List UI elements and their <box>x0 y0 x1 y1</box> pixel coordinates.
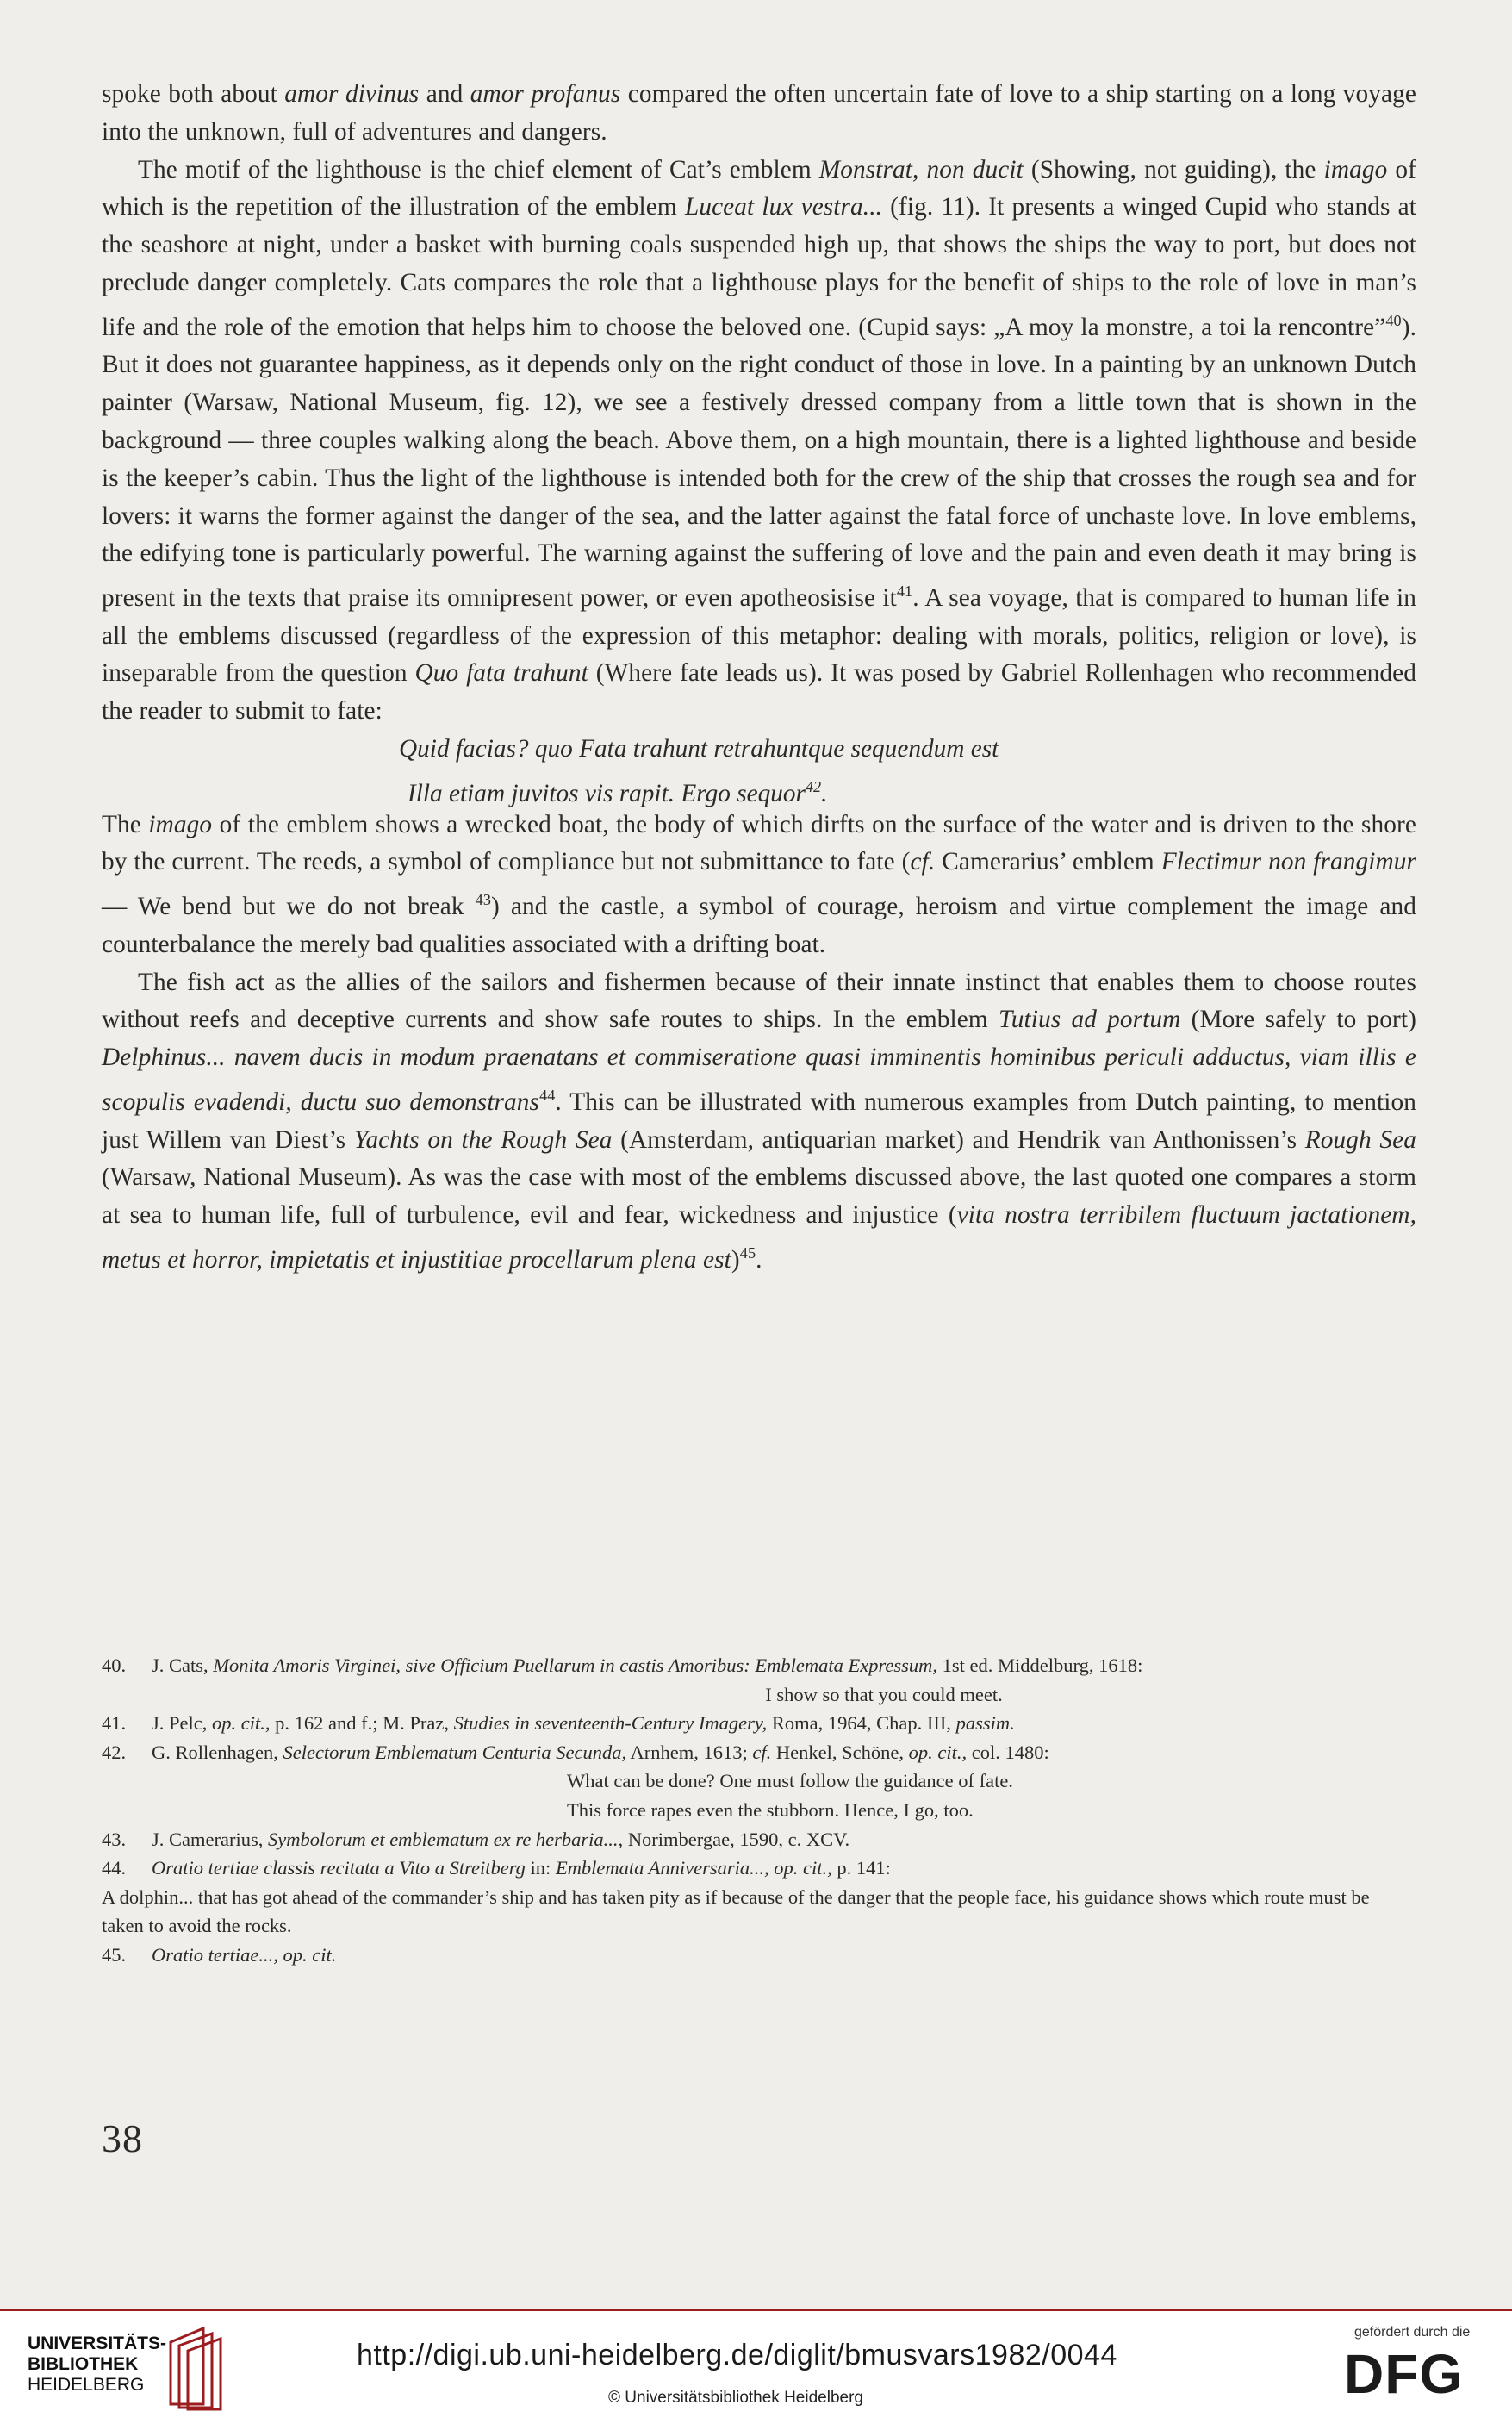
text-run: (Showing, not guiding), the <box>1023 155 1324 184</box>
library-line2: BIBLIOTHEK <box>28 2354 139 2374</box>
italic-text: Oratio tertiae..., op. cit. <box>152 1943 337 1966</box>
text-run: p. 141: <box>831 1857 891 1879</box>
footnote-text <box>152 1941 1416 1970</box>
italic-text: Delphinus... navem ducis in modum praenatans et commiseratione quasi imminentis hominibus periculi adductus, viam illis e scopulis evadendi, ductu suo demonstrans <box>102 1044 1416 1116</box>
footnote-number: 45. <box>102 1943 127 1966</box>
footnote-ref: 40 <box>1385 311 1402 329</box>
footnote-text <box>152 1825 1416 1854</box>
italic-text: Symbolorum et emblematum ex re herbaria..., <box>267 1828 624 1850</box>
italic-text: Monstrat, non ducit <box>818 155 1024 184</box>
text-run: ) and the castle, a symbol of courage, heroism and virtue complement the image and counterbalance the merely bad qualities associated with a drifting boat. <box>102 893 1416 958</box>
text-run: Camerarius’ emblem <box>935 848 1161 876</box>
text-run: Roma, 1964, Chap. III, <box>767 1712 956 1735</box>
permalink-url[interactable]: http://digi.ub.uni-heidelberg.de/diglit/bmusvars1982/0044 <box>357 2339 1117 2371</box>
paragraph <box>102 807 1416 964</box>
footnote-translation: This force rapes even the stubborn. Hence, I go, too. <box>567 1798 974 1821</box>
italic-text: vita nostra terribilem fluctuum jactationem, metus et horror, impietatis et injustitiae procellarum plena est <box>102 1201 1416 1274</box>
italic-text: op. cit., <box>908 1741 968 1763</box>
italic-text: Oratio tertiae classis recitata a Vito a Streitberg <box>152 1857 526 1879</box>
italic-text: Rough Sea <box>1304 1125 1417 1154</box>
text-run: (More safely to port) <box>1180 1006 1417 1034</box>
text-run: J. Pelc, <box>152 1712 212 1735</box>
funded-by-label: gefördert durch die <box>1354 2325 1471 2340</box>
footnote-text <box>152 1854 1416 1883</box>
footnote-text <box>152 1651 1416 1680</box>
paragraph <box>102 152 1416 731</box>
footnotes <box>102 1651 1416 1970</box>
footnote-translation: What can be done? One must follow the guidance of fate. <box>567 1770 1013 1792</box>
verse-quotation <box>102 731 1416 807</box>
footnote-translation: I show so that you could meet. <box>765 1683 1003 1705</box>
footnote-number: 44. <box>102 1857 127 1879</box>
italic-text: passim. <box>955 1712 1015 1735</box>
dfg-logo: DFG <box>1344 2343 1464 2405</box>
text-run: and <box>419 80 470 108</box>
text-run: Illa etiam juvitos vis rapit. Ergo sequor <box>408 779 806 807</box>
text-run: Quid facias? quo Fata trahunt retrahuntque sequendum est <box>399 735 999 763</box>
footnote-number: 40. <box>102 1654 127 1676</box>
footnote <box>102 1651 1416 1680</box>
text-run: The <box>102 810 149 838</box>
text-run: J. Camerarius, <box>152 1828 268 1850</box>
footnote-ref: 43 <box>475 891 492 909</box>
library-logo-icon <box>165 2325 234 2411</box>
text-run: (Where fate leads us). It was posed by Gabriel Rollenhagen who recommended the reader to submit to fate: <box>102 659 1417 726</box>
text-run: The motif of the lighthouse is the chief element of Cat’s emblem <box>138 155 819 184</box>
italic-text: op. cit., <box>212 1712 271 1735</box>
text-run: Henkel, Schöne, <box>771 1741 909 1763</box>
footnote <box>102 1709 1416 1738</box>
text-run: . <box>756 1245 762 1274</box>
italic-text: cf. <box>752 1741 772 1763</box>
italic-text: cf. <box>910 848 936 876</box>
text-run: compared the often uncertain fate of love to a ship starting on a long voyage into the unknown, full of adventures and dangers. <box>102 80 1416 146</box>
footnote <box>102 1941 1416 1970</box>
footnote-ref: 41 <box>896 583 913 601</box>
text-run: 1st ed. Middelburg, 1618: <box>937 1654 1143 1676</box>
footnote <box>102 1738 1416 1767</box>
italic-text: imago <box>1323 155 1388 184</box>
text-run: G. Rollenhagen, <box>152 1741 283 1763</box>
italic-text: Quo fata trahunt <box>414 659 588 688</box>
text-run: — We bend but we do not break <box>102 893 476 921</box>
text-run: p. 162 and f.; M. Praz, <box>270 1712 454 1735</box>
text-run: of which is the repetition of the illustration of the emblem <box>102 155 1416 221</box>
text-run: in: <box>525 1857 556 1879</box>
footnote-ref: 45 <box>739 1243 756 1262</box>
text-run: Arnhem, 1613; <box>626 1741 753 1763</box>
body-text <box>102 76 1416 1280</box>
library-logo-text <box>28 2334 166 2396</box>
paragraph <box>102 76 1416 152</box>
footnote-translation: A dolphin... that has got ahead of the commander’s ship and has taken pity as if because of the danger that the people face, his guidance shows which route must be taken to avoid the rocks. <box>102 1885 1370 1937</box>
footer-bar <box>0 2309 1512 2424</box>
footnote-number: 42. <box>102 1741 127 1763</box>
page-number: 38 <box>102 2116 143 2160</box>
text-run: . A sea voyage, that is compared to human life in all the emblems discussed (regardless of the expression of this metaphor: dealing with morals, politics, religion or love), is inseparable from the question <box>102 583 1417 688</box>
italic-text: Monita Amoris Virginei, sive Officium Puellarum in castis Amoribus: Emblemata Expressum, <box>213 1654 938 1676</box>
italic-text: amor profanus <box>470 80 621 108</box>
text-run: col. 1480: <box>967 1741 1049 1763</box>
footnote <box>102 1825 1416 1854</box>
text-run: ) <box>731 1245 740 1274</box>
italic-text: Tutius ad portum <box>999 1006 1181 1034</box>
italic-text: Luceat lux vestra... <box>684 193 883 221</box>
paragraphs-bottom <box>102 807 1416 1280</box>
verse-line <box>399 731 1416 769</box>
text-run: spoke both about <box>102 80 285 108</box>
text-run: . <box>821 779 828 807</box>
italic-text: imago <box>148 810 213 838</box>
footnote-number: 41. <box>102 1712 127 1735</box>
footnote-text <box>152 1709 1416 1738</box>
paragraphs-top <box>102 76 1416 731</box>
paragraph <box>102 964 1416 1280</box>
italic-text: Studies in seventeenth-Century Imagery, <box>453 1712 768 1735</box>
footnote-ref: 42 <box>805 777 822 795</box>
italic-text: Flectimur non frangimur <box>1160 848 1416 876</box>
italic-text: Selectorum Emblematum Centuria Secunda, <box>283 1741 627 1763</box>
text-run: (Amsterdam, antiquarian market) and Hendrik van Anthonissen’s <box>612 1125 1305 1154</box>
footnote <box>102 1854 1416 1883</box>
verse-line <box>399 769 1416 807</box>
italic-text: amor divinus <box>284 80 420 108</box>
copyright-notice: © Universitätsbibliothek Heidelberg <box>608 2389 863 2407</box>
library-line3: HEIDELBERG <box>28 2375 145 2395</box>
text-run: The fish act as the allies of the sailors and fishermen because of their innate instinct that enables them to choose routes without reefs and deceptive currents and show safe routes to ships. In the emblem <box>102 968 1416 1034</box>
text-run: (Warsaw, National Museum). As was the case with most of the emblems discussed above, the last quoted one compares a storm at sea to human life, full of turbulence, evil and fear, wickedness and injustice ( <box>102 1163 1416 1230</box>
text-run: J. Cats, <box>152 1654 214 1676</box>
text-run: . This can be illustrated with numerous examples from Dutch painting, to mention just Willem van Diest’s <box>102 1087 1416 1154</box>
footnote-number: 43. <box>102 1828 127 1850</box>
text-run: ). But it does not guarantee happiness, as it depends only on the right conduct of those in love. In a painting by an unknown Dutch painter (Warsaw, National Museum, fig. 12), we see a festively dressed company from a little town that is shown in the background — three couples walking along the beach. Above them, on a high mountain, there is a lighted lighthouse and beside is the keeper’s cabin. Thus the light of the lighthouse is intended both for the crew of the ship that crosses the rough sea and for lovers: it warns the former against the danger of the sea, and the latter against the fatal force of unchaste love. In love emblems, the edifying tone is particularly powerful. The warning against the suffering of love and the pain and even death it may bring is present in the texts that praise its omnipresent power, or even apotheosisise it <box>102 313 1416 612</box>
footnote-text <box>152 1738 1416 1767</box>
italic-text: Emblemata Anniversaria..., op. cit., <box>555 1857 832 1879</box>
italic-text: Yachts on the Rough Sea <box>353 1125 613 1154</box>
text-run: (fig. 11). It presents a winged Cupid who stands at the seashore at night, under a basket with burning coals suspended high up, that shows the ships the way to port, but does not preclude danger completely. Cats compares the role that a lighthouse plays for the benefit of ships to the role of love in man’s life and the role of the emotion that helps him to choose the beloved one. (Cupid says: „A moy la monstre, a toi la rencontre” <box>102 193 1416 341</box>
library-line1: UNIVERSITÄTS- <box>28 2334 167 2353</box>
footnote-ref: 44 <box>539 1087 556 1105</box>
text-run: Norimbergae, 1590, c. XCV. <box>623 1828 850 1850</box>
text-run: of the emblem shows a wrecked boat, the body of which dirfts on the surface of the water and is driven to the shore by the current. The reeds, a symbol of compliance but not submittance to fate ( <box>102 810 1416 876</box>
